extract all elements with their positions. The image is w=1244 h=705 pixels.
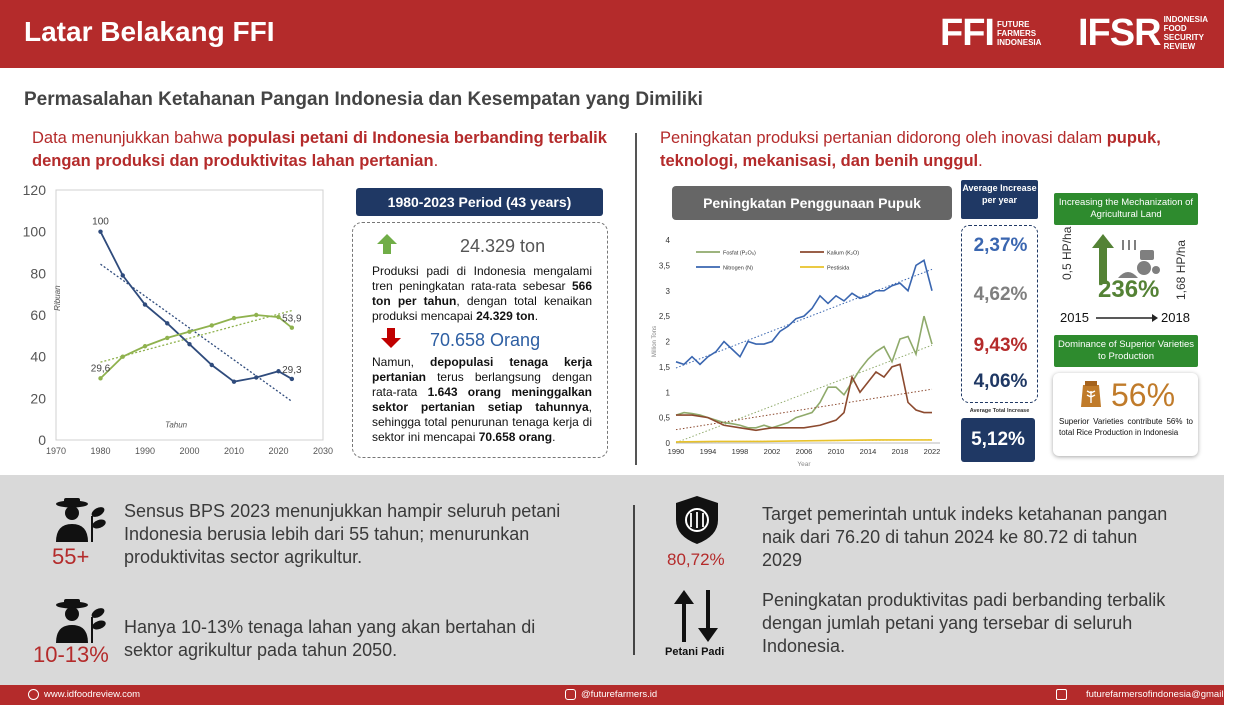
superior-text: Superior Varieties contribute 56% to total Rice Production in Indonesia xyxy=(1059,417,1193,437)
data-label: 100 xyxy=(92,216,109,228)
ifsr-logo-text: INDONESIA FOOD SECURITY REVIEW xyxy=(1163,15,1208,51)
arrow-up-icon xyxy=(377,234,397,254)
timeline-arrow-icon xyxy=(1096,313,1158,323)
left-intro-text: Data menunjukkan bahwa xyxy=(32,129,228,147)
data-point xyxy=(187,329,191,333)
left-intro xyxy=(32,127,622,173)
y-tick-label: 80 xyxy=(30,265,46,282)
superior-card xyxy=(1053,373,1198,456)
globe-icon xyxy=(28,689,39,700)
increase-text: . xyxy=(534,309,539,323)
index-text: Target pemerintah untuk indeks ketahanan pangan naik dari 76.20 di tahun 2024 ke 80.72 di tahun 2029 xyxy=(762,504,1168,570)
ffi-logo-text: FUTURE FARMERS INDONESIA xyxy=(996,19,1042,47)
footer-email-text[interactable]: futurefarmersofindonesia@gmail.com xyxy=(1086,689,1244,700)
inverse-arrows-icon xyxy=(672,590,720,642)
data-point xyxy=(276,369,280,373)
avg-increase-card xyxy=(961,225,1038,403)
food-security-shield-icon xyxy=(676,496,718,544)
arrow-down-icon xyxy=(381,328,401,348)
y-tick-label: 20 xyxy=(30,390,46,407)
data-label: 29,3 xyxy=(282,364,302,376)
index-value: 80,72% xyxy=(667,550,725,569)
ffi-logo-mark: FFI xyxy=(940,12,994,54)
x-tick-label: 2022 xyxy=(923,447,941,456)
left-intro-end: . xyxy=(433,152,439,170)
avg-increase-header: Average Increase per year xyxy=(961,180,1038,219)
y-tick-label: 3 xyxy=(665,286,670,296)
series-line xyxy=(676,260,932,364)
increase-bold: 566 ton per tahun xyxy=(372,279,592,308)
x-tick-label: 2020 xyxy=(268,446,289,456)
data-point xyxy=(254,313,258,317)
right-intro-bold: pupuk, teknologi, mekanisasi, dan benih unggul xyxy=(660,129,1161,170)
mech-right-value: 1,68 HP/ha xyxy=(1174,239,1188,300)
series-line xyxy=(676,316,932,428)
data-label: 29,6 xyxy=(90,363,111,375)
decrease-text: . xyxy=(552,430,556,444)
series-line xyxy=(101,315,292,378)
legend-label: Kalium (K₂O) xyxy=(827,250,860,257)
data-point xyxy=(254,375,258,379)
data-point xyxy=(290,326,294,330)
data-point xyxy=(143,344,147,348)
legend-label: Fosfat (P₂O₅) xyxy=(723,250,756,257)
page-title: Latar Belakang FFI xyxy=(24,16,275,47)
data-point xyxy=(121,354,125,358)
mech-left-value: 0,5 HP/ha xyxy=(1060,226,1074,280)
y-tick-label: 120 xyxy=(22,182,46,198)
decrease-text: Namun, xyxy=(372,355,430,369)
decrease-bold: 70.658 orang xyxy=(478,430,553,444)
x-tick-label: 1990 xyxy=(667,447,685,456)
divider-bottom xyxy=(633,505,635,655)
data-label: 53,9 xyxy=(282,313,302,325)
data-point xyxy=(165,321,169,325)
instagram-icon xyxy=(565,689,576,700)
mechanization-header: Increasing the Mechanization of Agricultural Land xyxy=(1054,193,1198,225)
y-tick-label: 100 xyxy=(22,223,46,240)
labor-value: 10-13% xyxy=(33,642,109,667)
avg-pestisida: 4,06% xyxy=(973,371,1028,392)
data-point xyxy=(232,379,236,383)
trendline xyxy=(676,389,932,429)
right-intro-text: Peningkatan produksi pertanian didorong oleh inovasi dalam xyxy=(660,129,1107,147)
avg-fosfat: 4,62% xyxy=(973,284,1028,305)
inverse-label: Petani Padi xyxy=(665,646,725,658)
x-tick-label: 1980 xyxy=(90,446,111,456)
avg-kalium: 9,43% xyxy=(973,335,1028,356)
decrease-bold: depopulasi tenaga kerja pertanian xyxy=(372,355,592,384)
right-intro-end: . xyxy=(978,152,983,170)
labor-text: Hanya 10-13% tenaga lahan yang akan bertahan di sektor agrikultur pada tahun 2050. xyxy=(124,617,536,660)
tractor-icon xyxy=(1118,238,1162,278)
y-tick-label: 2,5 xyxy=(658,312,670,322)
y-axis-label: Million Tons xyxy=(652,325,658,358)
x-tick-label: 2006 xyxy=(795,447,813,456)
data-point xyxy=(290,377,294,381)
decrease-paragraph xyxy=(372,355,592,445)
y-tick-label: 0 xyxy=(38,432,46,448)
increase-bold: 24.329 ton xyxy=(476,309,535,323)
census-text: Sensus BPS 2023 menunjukkan hampir seluruh petani Indonesia berusia lebih dari 55 tahun; menurunkan produktivitas sector agrikultur. xyxy=(124,501,561,567)
series-line xyxy=(676,364,932,430)
census-value: 55+ xyxy=(52,544,90,569)
mech-year-start: 2015 xyxy=(1060,310,1089,325)
x-tick-label: 2002 xyxy=(763,447,781,456)
data-point xyxy=(98,229,102,233)
y-tick-label: 0,5 xyxy=(658,413,670,423)
decrease-bold: 1.643 orang meninggalkan sektor pertanian setiap tahunnya xyxy=(372,385,593,414)
data-point xyxy=(210,363,214,367)
y-tick-label: 4 xyxy=(665,236,670,245)
x-tick-label: 2000 xyxy=(179,446,200,456)
mail-icon xyxy=(1056,689,1067,700)
superior-percent: 56% xyxy=(1111,377,1176,413)
legend-label: Nitrogen (N) xyxy=(723,265,753,272)
data-point xyxy=(210,323,214,327)
fertilizer-chart xyxy=(652,230,948,470)
mech-year-end: 2018 xyxy=(1161,310,1190,325)
y-tick-label: 40 xyxy=(30,348,46,365)
farmer-production-chart xyxy=(18,178,343,460)
farmer-icon xyxy=(52,597,108,643)
y-tick-label: 3,5 xyxy=(658,261,670,271)
mechanization-card xyxy=(1054,228,1198,326)
period-header: 1980-2023 Period (43 years) xyxy=(356,188,603,216)
x-tick-label: 2010 xyxy=(223,446,245,456)
footer-website[interactable] xyxy=(28,689,140,700)
increase-text: Produksi padi di Indonesia mengalami tren peningkatan rata-rata sebesar xyxy=(372,264,592,293)
legend-label: Pestisida xyxy=(827,265,850,272)
data-point xyxy=(143,302,147,306)
data-point xyxy=(165,336,169,340)
x-tick-label: 2030 xyxy=(312,446,334,456)
x-tick-label: 2018 xyxy=(891,447,909,456)
farmer-icon xyxy=(52,496,108,542)
x-tick-label: 2010 xyxy=(827,447,845,456)
divider-top xyxy=(635,133,637,465)
x-tick-label: 1994 xyxy=(699,447,717,456)
avg-total-value: 5,12% xyxy=(961,418,1035,462)
mech-percent: 236% xyxy=(1098,276,1160,303)
increase-text: , dengan total kenaikan produksi mencapai xyxy=(372,294,592,323)
decrease-value: 70.658 Orang xyxy=(430,330,541,350)
x-axis-label: Tahun xyxy=(165,420,188,430)
y-tick-label: 1,5 xyxy=(658,362,670,372)
ffi-logo[interactable] xyxy=(940,14,1067,52)
x-tick-label: 1970 xyxy=(45,446,67,456)
series-line xyxy=(101,232,292,382)
footer-instagram[interactable] xyxy=(565,689,657,700)
x-tick-label: 2014 xyxy=(859,447,877,456)
left-intro-bold: populasi petani di Indonesia berbanding terbalik dengan produksi dan produktivitas lahan pertanian xyxy=(32,129,607,170)
data-point xyxy=(276,315,280,319)
increase-paragraph xyxy=(372,264,592,324)
y-tick-label: 60 xyxy=(30,307,46,323)
avg-nitrogen: 2,37% xyxy=(973,235,1028,256)
superior-header: Dominance of Superior Varieties to Production xyxy=(1054,335,1198,367)
footer-instagram-text[interactable]: @futurefarmers.id xyxy=(581,689,658,700)
right-intro xyxy=(660,127,1200,173)
y-tick-label: 0 xyxy=(665,439,670,448)
section-subtitle: Permasalahan Ketahanan Pangan Indonesia dan Kesempatan yang Dimiliki xyxy=(24,89,703,110)
series-line xyxy=(676,440,932,442)
fertilizer-header: Peningkatan Penggunaan Pupuk xyxy=(672,186,952,220)
footer-website-text[interactable]: www.idfoodreview.com xyxy=(44,689,141,700)
data-point xyxy=(121,273,125,277)
decrease-text: terus berlangsung dengan rata-rata xyxy=(372,370,592,399)
x-tick-label: 1990 xyxy=(134,446,156,456)
y-axis-label: Ribuan xyxy=(53,285,62,311)
ifsr-logo-mark: IFSR xyxy=(1078,12,1161,54)
y-tick-label: 1 xyxy=(665,388,670,398)
data-point xyxy=(187,342,191,346)
decrease-text: , sehingga total penurunan tenaga kerja di sektor ini mencapai xyxy=(372,400,592,444)
x-tick-label: 1998 xyxy=(731,447,749,456)
data-point xyxy=(98,376,102,380)
increase-value: 24.329 ton xyxy=(460,236,546,256)
footer-email[interactable] xyxy=(1056,689,1244,700)
rice-sack-icon xyxy=(1079,379,1103,409)
x-axis-label: Year xyxy=(797,461,811,468)
footer-bar xyxy=(0,685,1244,705)
data-point xyxy=(232,316,236,320)
inverse-text: Peningkatan produktivitas padi berbanding terbalik dengan jumlah petani yang tersebar di seluruh Indonesia. xyxy=(762,590,1166,656)
ifsr-logo[interactable] xyxy=(1078,14,1214,52)
y-tick-label: 2 xyxy=(665,337,670,347)
avg-total-label: Average Total Increase xyxy=(969,408,1030,414)
